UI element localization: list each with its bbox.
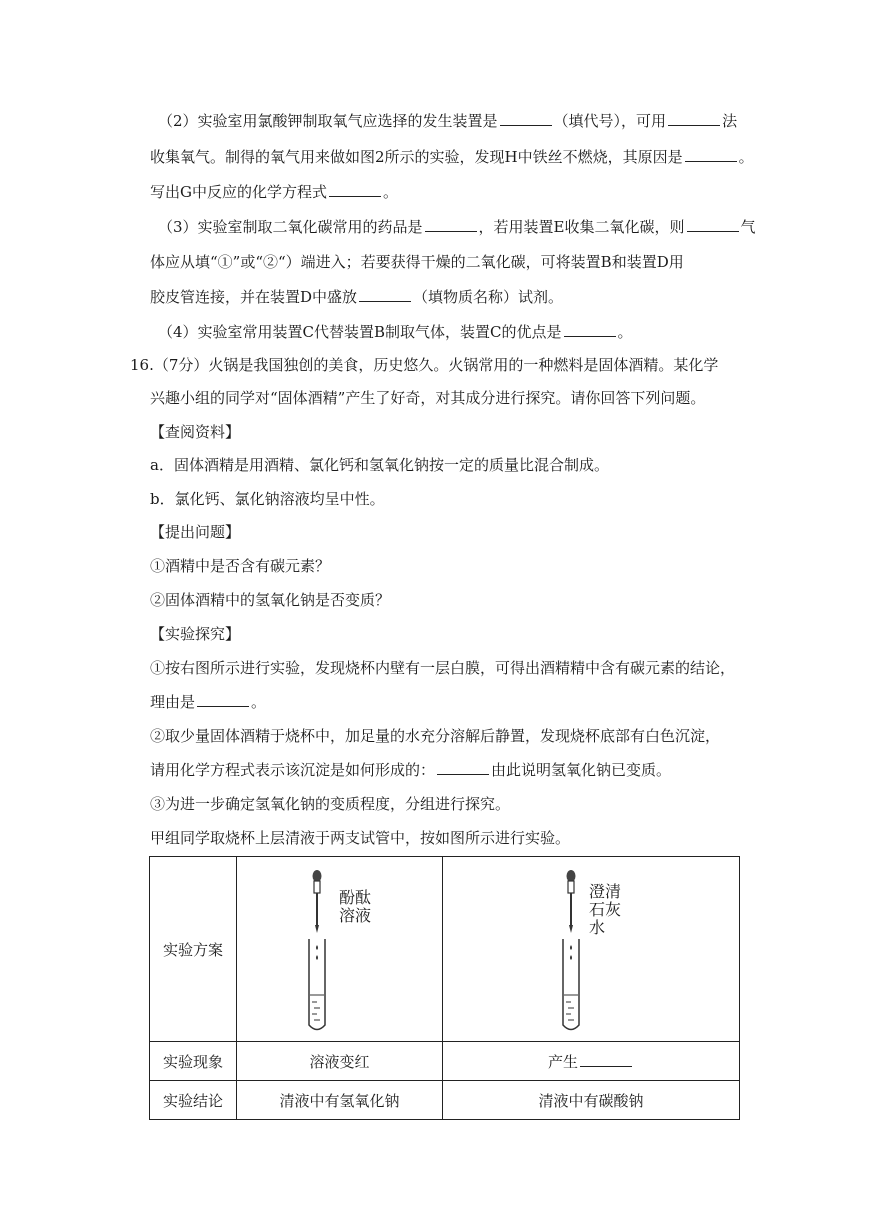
experiment-table [149,856,740,1120]
reagent-label-phenolphthalein [339,889,371,925]
q16-intro-line2: 兴趣小组的同学对“固体酒精”产生了好奇，对其成分进行探究。请你回答下列问题。 [150,389,706,407]
text: 理由是 [150,693,196,711]
answer-blank[interactable] [197,692,249,707]
heading-explore: 【实验探究】 [150,625,241,643]
text: ，若用装置E收集二氧化碳，则 [478,218,685,236]
conclusion-b: 清液中有碳酸钠 [443,1081,740,1120]
reagent-label-line: 溶液 [339,906,372,925]
question-1: ①酒精中是否含有碳元素？ [150,557,331,575]
reagent-label-limewater [589,883,621,937]
text: （2）实验室用氯酸钾制取氧气应选择的发生装置是 [158,112,498,130]
q15-p4 [158,322,633,342]
text: 气 [740,218,756,236]
scheme-cell-phenolphthalein [237,857,443,1042]
text: 体应从填“①”或“②“）端进入；若要获得干燥的二氧化碳，可将装置B和装置D用 [150,253,684,271]
text: 写出G中反应的化学方程式 [150,183,327,201]
q15-p3-line3 [150,287,563,307]
answer-blank[interactable] [564,322,616,337]
answer-blank[interactable] [668,111,720,126]
heading-question: 【提出问题】 [150,523,241,541]
q16-intro-line1: 16.（7分）火锅是我国独创的美食，历史悠久。火锅常用的一种燃料是固体酒精。某化学 [130,356,719,374]
text: （3）实验室制取二氧化碳常用的药品是 [158,218,423,236]
text: 胶皮管连接，并在装置D中盛放 [150,288,358,306]
question-2: ②固体酒精中的氢氧化钠是否变质？ [150,591,391,609]
row-label: 实验结论 [150,1081,237,1120]
answer-blank[interactable] [500,111,552,126]
text: 法 [722,112,738,130]
q15-p2-line2 [150,147,754,167]
text: （填物质名称）试剂。 [413,288,564,306]
text: （4）实验室常用装置C代替装置B制取气体，装置C的优点是 [158,323,562,341]
answer-blank[interactable] [580,1052,632,1067]
table-row-phenomenon [150,1042,740,1081]
text: 。 [382,183,398,201]
conclusion-a: 清液中有氢氧化钠 [237,1081,443,1120]
text: 产生 [547,1052,578,1071]
dropper-tube-diagram [443,857,739,1041]
answer-blank[interactable] [685,147,737,162]
phenomenon-a: 溶液变红 [237,1042,443,1081]
text: （填代号），可用 [553,112,667,130]
info-a: a．固体酒精是用酒精、氯化钙和氢氧化钠按一定的质量比混合制成。 [150,456,609,474]
explore-1-line1: ①按右图所示进行实验，发现烧杯内壁有一层白膜，可得出酒精精中含有碳元素的结论， [150,659,736,677]
q15-p3-line2 [150,252,684,272]
answer-blank[interactable] [687,217,739,232]
text: 。 [617,323,633,341]
q15-p3-line1 [158,217,756,237]
dropper-and-test-tube-icon [287,857,347,1041]
reagent-label-line: 澄清 [589,882,622,901]
explore-2-line1: ②取少量固体酒精于烧杯中，加足量的水充分溶解后静置，发现烧杯底部有白色沉淀， [150,727,721,745]
dropper-tube-diagram [237,857,442,1041]
text: 由此说明氢氧化钠已变质。 [491,761,672,779]
answer-blank[interactable] [359,287,411,302]
q15-p2-line3 [150,182,398,202]
info-b: b．氯化钙、氯化钠溶液均呈中性。 [150,490,385,508]
reagent-label-line: 水 [589,918,606,937]
text: 请用化学方程式表示该沉淀是如何形成的： [150,761,436,779]
reagent-label-line: 石灰 [589,900,622,919]
row-label: 实验现象 [150,1042,237,1081]
scheme-cell-limewater [443,857,740,1042]
reagent-label-line: 酚酞 [339,888,372,907]
table-row-conclusion [150,1081,740,1120]
answer-blank[interactable] [437,760,489,775]
explore-2-line2 [150,760,671,780]
text: 。 [738,148,754,166]
table-row-scheme [150,857,740,1042]
text: 。 [251,693,267,711]
heading-info: 【查阅资料】 [150,423,241,441]
row-label: 实验方案 [150,857,237,1042]
explore-1-line2 [150,692,266,712]
group-a-text: 甲组同学取烧杯上层清液于两支试管中，按如图所示进行实验。 [150,829,571,847]
answer-blank[interactable] [425,217,477,232]
text: 收集氧气。制得的氧气用来做如图2所示的实验，发现H中铁丝不燃烧，其原因是 [150,148,683,166]
phenomenon-b [443,1042,740,1081]
q15-p2-line1 [158,111,737,131]
answer-blank[interactable] [329,182,381,197]
explore-3: ③为进一步确定氢氧化钠的变质程度，分组进行探究。 [150,795,511,813]
